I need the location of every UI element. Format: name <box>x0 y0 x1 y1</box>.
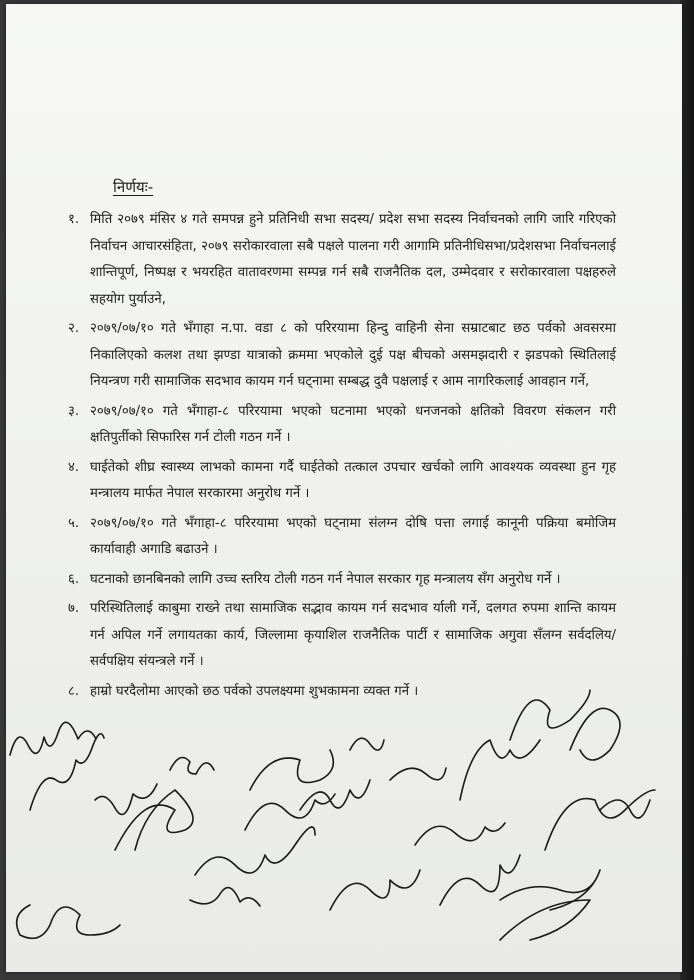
signature-scribble <box>190 888 260 906</box>
signature-area <box>0 660 694 980</box>
item-text: घाईतेको शीघ्र स्वास्थ्य लाभको कामना गर्दै घाईतेको तत्काल उपचार खर्चको लागि आवश्यक व्यवस्था हुन गृह मन्त्रालय मार्फत नेपाल सरकारमा अनुरोध गर्ने । <box>90 459 616 501</box>
item-number: ३. <box>68 403 80 419</box>
item-number: २. <box>68 321 80 336</box>
item-number: १. <box>68 212 80 227</box>
signature-scribble <box>17 905 120 938</box>
item-text: परिस्थितिलाई काबुमा राख्ने तथा सामाजिक सद्भाव कायम गर्न सदभाव र्याली गर्ने, दलगत रुपमा शान्ति कायम गर्न अपिल गर्ने लगायतका कार्य, जिल्लामा कृयाशिल राजनैतिक पार्टी र सामाजिक अगुवा सँलग्न सर्वदलिय/सर्वपक्षिय संयन्त्रले गर्ने । <box>90 601 616 669</box>
item-text: मिति २०७९ मंसिर ४ गते समपन्न हुने प्रतिनिधी सभा सदस्य/ प्रदेश सभा सदस्य निर्वाचनको लागि जारि गरिएको निर्वाचन आचारसंहिता, २०७९ सरोकारवाला सबै पक्षले पालना गरी आगामि प्रतिनीधिसभा/प्रदेशसभा निर्वाचनलाई शान्तिपूर्ण, निष्पक्ष र भयरहित वातावरणमा सम्पन्न गर्न सबै राजनैतिक दल, उम्मेदवार र सरोकारवाला पक्षहरुले सहयोग पुर्याउने, <box>90 212 616 307</box>
item-number: ८. <box>68 683 80 699</box>
item-text: २०७९/०७/१० गते भँगाहा न.पा. वडा ८ को परिरयामा हिन्दु वाहिनी सेना सम्राटबाट छठ पर्वको अवसरमा निकालिएको कलश तथा झण्डा यात्राको क्रममा भएकोले दुई पक्ष बीचको असमझदारी र झडपको स्थितिलाई नियन्त्रण गरी सामाजिक सदभाव कायम गर्न घट्नामा सम्बद्ध दुवै पक्षलाई र आम नागरिकलाई आवहान गर्ने, <box>90 321 616 389</box>
item-number: ५. <box>68 515 80 531</box>
signature-scribble <box>10 722 96 755</box>
item-number: ६. <box>68 571 80 587</box>
list-item <box>68 455 616 508</box>
item-text: २०७९/०७/१० गते भँगाहा-८ परिरयामा भएको घट्नामा संलग्न दोषि पत्ता लगाई कानूनी पक्रिया बमोजिम कार्यावाही अगाडि बढाउने । <box>90 515 616 557</box>
signature-scribble <box>170 758 214 775</box>
list-item <box>68 207 616 313</box>
signature-scribble <box>195 827 315 875</box>
signature-scribble <box>350 738 384 750</box>
signature-scribble <box>115 790 193 850</box>
signature-scribble <box>500 900 590 940</box>
list-item <box>68 511 616 564</box>
signature-scribble <box>460 740 540 800</box>
signature-scribble <box>330 870 420 910</box>
item-text: घटनाको छानबिनको लागि उच्च स्तरिय टोली गठन गर्न नेपाल सरकार गृह मन्त्रालय सँग अनुरोध गर्ने । <box>90 571 561 587</box>
signature-scribble <box>415 823 505 845</box>
item-number: ७. <box>68 601 80 616</box>
list-item <box>68 399 616 452</box>
signature-scribble <box>545 790 655 850</box>
signature-scribble <box>390 768 446 780</box>
item-text: हाम्रो घरदैलोमा आएको छठ पर्वको उपलक्ष्यमा शुभकामना व्यक्त गर्ने । <box>90 683 419 699</box>
signature-scribble <box>95 784 157 814</box>
signature-scribble <box>250 750 333 790</box>
decision-heading: निर्णयः- <box>113 178 154 196</box>
item-number: ४. <box>68 459 80 475</box>
signature-scribble <box>245 794 335 830</box>
list-item <box>68 567 616 594</box>
list-item <box>68 316 616 396</box>
signature-scribble <box>440 855 520 905</box>
signature-scribble <box>570 708 620 760</box>
item-text: २०७९/०७/१० गते भँगाहा-८ परिरयामा भएको घटनामा भएको धनजनको क्षतिको विवरण संकलन गरी क्षतिपुर्तीको सिफारिस गर्न टोली गठन गर्ने । <box>90 403 616 445</box>
decision-list <box>68 207 616 708</box>
signature-scribble <box>500 870 600 910</box>
